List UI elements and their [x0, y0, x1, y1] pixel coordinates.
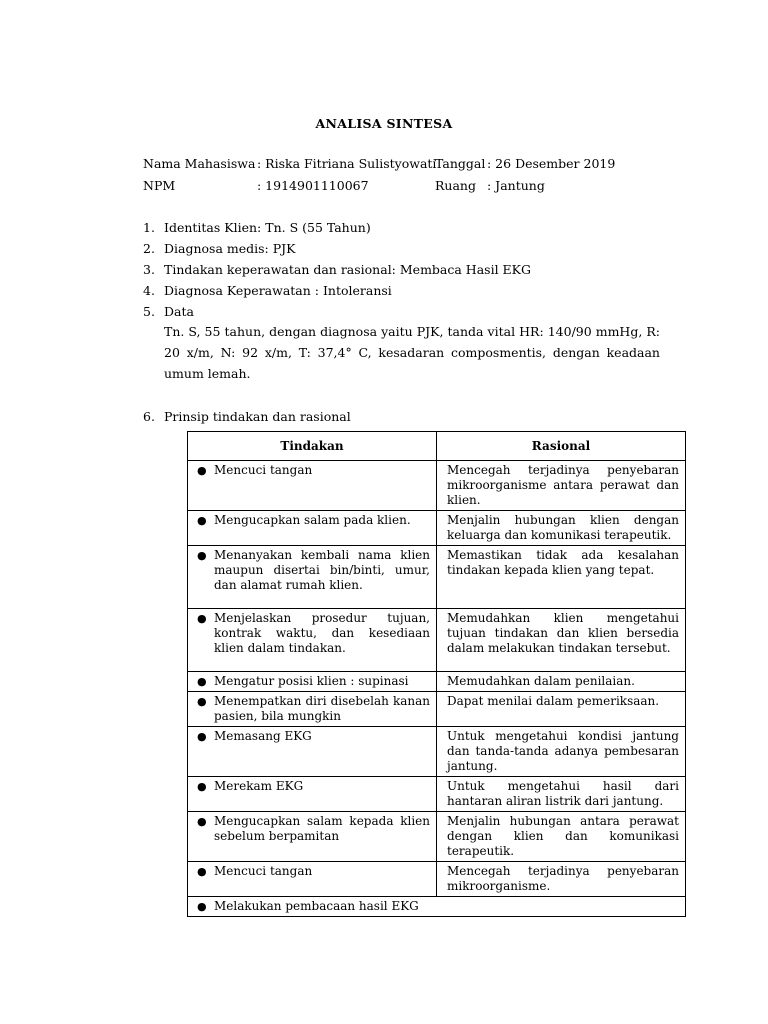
rasional-text: Untuk mengetahui hasil dari hantaran aliran listrik dari jantung.: [447, 779, 679, 808]
rasional-text: Menjalin hubungan klien dengan keluarga dan komunikasi terapeutik.: [447, 513, 679, 542]
table-row: [188, 692, 686, 727]
table-header-row: [188, 432, 686, 461]
tindakan-text: Menjelaskan prosedur tujuan, kontrak waktu, dan kesediaan klien dalam tindakan.: [214, 611, 430, 655]
ruang-label: Ruang: [435, 178, 476, 193]
table-row: [188, 546, 686, 609]
bullet-icon: ●: [197, 865, 207, 878]
bullet-icon: ●: [197, 549, 207, 562]
rasional-text: Untuk mengetahui kondisi jantung dan tanda-tanda adanya pembesaran jantung.: [447, 729, 679, 773]
list-number: 2.: [143, 241, 155, 256]
header-tindakan: Tindakan: [188, 432, 437, 461]
bullet-icon: ●: [197, 780, 207, 793]
npm-value: : 1914901110067: [257, 178, 369, 193]
list-number: 3.: [143, 262, 155, 277]
bullet-icon: ●: [197, 612, 207, 625]
rasional-text: Mencegah terjadinya penyebaran mikroorganisme antara perawat dan klien.: [447, 463, 679, 507]
rasional-text: Menjalin hubungan antara perawat dengan klien dan komunikasi terapeutik.: [447, 814, 679, 858]
nama-mahasiswa-value: : Riska Fitriana Sulistyowati: [257, 156, 437, 171]
bullet-icon: ●: [197, 675, 207, 688]
tindakan-text: Mencuci tangan: [214, 864, 313, 878]
list-number: 1.: [143, 220, 155, 235]
bullet-icon: ●: [197, 730, 207, 743]
table-row: [188, 609, 686, 672]
list-item-data: Data: [164, 304, 194, 319]
list-item-prinsip: Prinsip tindakan dan rasional: [164, 409, 351, 424]
list-item-diagnosa-medis: Diagnosa medis: PJK: [164, 241, 296, 256]
nama-mahasiswa-label: Nama Mahasiswa: [143, 156, 256, 171]
bullet-icon: ●: [197, 900, 207, 913]
tindakan-text: Mengucapkan salam kepada klien sebelum berpamitan: [214, 814, 430, 843]
table-row: [188, 672, 686, 692]
list-item-tindakan: Tindakan keperawatan dan rasional: Membaca Hasil EKG: [164, 262, 531, 277]
table-row: [188, 461, 686, 511]
header-rasional: Rasional: [437, 432, 686, 461]
table-row: [188, 897, 686, 917]
npm-label: NPM: [143, 178, 176, 193]
list-number: 4.: [143, 283, 155, 298]
rasional-text: Mencegah terjadinya penyebaran mikroorganisme.: [447, 864, 679, 893]
document-title: ANALISA SINTESA: [315, 116, 453, 131]
rasional-text: Dapat menilai dalam pemeriksaan.: [447, 694, 660, 708]
table-row: [188, 511, 686, 546]
list-number: 5.: [143, 304, 155, 319]
ruang-value: : Jantung: [487, 178, 545, 193]
table-row: [188, 777, 686, 812]
rasional-text: Memudahkan klien mengetahui tujuan tindakan dan klien bersedia dalam melakukan tindakan tersebut.: [447, 611, 679, 655]
tindakan-text: Merekam EKG: [214, 779, 304, 793]
tindakan-text: Memasang EKG: [214, 729, 312, 743]
tindakan-text: Menempatkan diri disebelah kanan pasien, bila mungkin: [214, 694, 430, 723]
list-item-diagnosa-keperawatan: Diagnosa Keperawatan : Intoleransi: [164, 283, 392, 298]
bullet-icon: ●: [197, 815, 207, 828]
tindakan-text: Mencuci tangan: [214, 463, 313, 477]
tanggal-label: Tanggal: [435, 156, 486, 171]
tanggal-value: : 26 Desember 2019: [487, 156, 616, 171]
list-item-identitas: Identitas Klien: Tn. S (55 Tahun): [164, 220, 371, 235]
rasional-text: Memastikan tidak ada kesalahan tindakan kepada klien yang tepat.: [447, 548, 679, 577]
bullet-icon: ●: [197, 464, 207, 477]
bullet-icon: ●: [197, 695, 207, 708]
bullet-icon: ●: [197, 514, 207, 527]
table-row: [188, 727, 686, 777]
rasional-text: Memudahkan dalam penilaian.: [447, 674, 635, 688]
tindakan-text: Mengucapkan salam pada klien.: [214, 513, 411, 527]
table-row: [188, 862, 686, 897]
tindakan-rasional-table: [187, 431, 686, 917]
tindakan-text: Melakukan pembacaan hasil EKG: [214, 899, 419, 913]
list-number: 6.: [143, 409, 155, 424]
tindakan-text: Menanyakan kembali nama klien maupun disertai bin/binti, umur, dan alamat rumah klien.: [214, 548, 430, 592]
table-row: [188, 812, 686, 862]
tindakan-text: Mengatur posisi klien : supinasi: [214, 674, 409, 688]
data-paragraph: Tn. S, 55 tahun, dengan diagnosa yaitu PJK, tanda vital HR: 140/90 mmHg, R: 20 x/m, N: 92 x/m, T: 37,4° C, kesadaran composmentis, dengan keadaan umum lemah.: [164, 324, 660, 381]
